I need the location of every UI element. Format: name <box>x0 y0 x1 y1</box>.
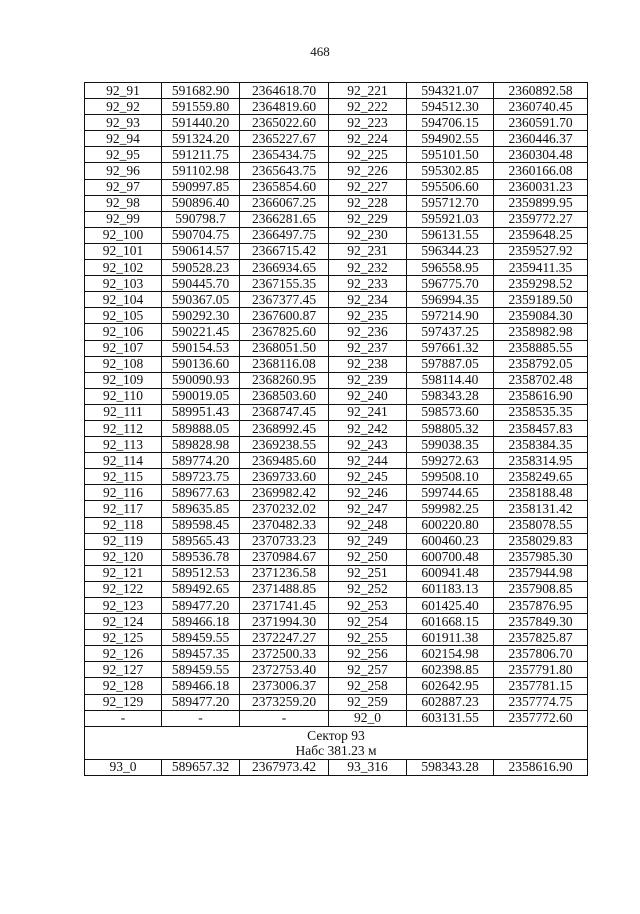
point-id-cell: 92_100 <box>85 227 162 243</box>
point-id-cell: 92_118 <box>85 517 162 533</box>
y-coord-cell: 2373259.20 <box>240 694 329 710</box>
y-coord-cell: 2372753.40 <box>240 662 329 678</box>
point-id-cell: 92_252 <box>329 581 407 597</box>
point-id-cell: 92_254 <box>329 614 407 630</box>
x-coord-cell: 599508.10 <box>407 469 494 485</box>
point-id-cell: 92_93 <box>85 115 162 131</box>
x-coord-cell: 600220.80 <box>407 517 494 533</box>
x-coord-cell: 589635.85 <box>162 501 240 517</box>
table-row <box>85 517 588 533</box>
x-coord-cell: 599744.65 <box>407 485 494 501</box>
x-coord-cell: 599272.63 <box>407 453 494 469</box>
table-row <box>85 260 588 276</box>
x-coord-cell: 589466.18 <box>162 614 240 630</box>
y-coord-cell: 2366067.25 <box>240 195 329 211</box>
x-coord-cell: 596344.23 <box>407 243 494 259</box>
y-coord-cell: 2368747.45 <box>240 404 329 420</box>
y-coord-cell: 2360591.70 <box>494 115 588 131</box>
y-coord-cell: 2369485.60 <box>240 453 329 469</box>
y-coord-cell: 2359411.35 <box>494 260 588 276</box>
x-coord-cell: 589512.53 <box>162 565 240 581</box>
x-coord-cell: 589459.55 <box>162 630 240 646</box>
y-coord-cell: 2358702.48 <box>494 372 588 388</box>
y-coord-cell: 2357791.80 <box>494 662 588 678</box>
x-coord-cell: 601668.15 <box>407 614 494 630</box>
x-coord-cell: 597887.05 <box>407 356 494 372</box>
point-id-cell: 92_240 <box>329 388 407 404</box>
x-coord-cell: 589598.45 <box>162 517 240 533</box>
y-coord-cell: 2371488.85 <box>240 581 329 597</box>
table-row <box>85 565 588 581</box>
point-id-cell: 92_234 <box>329 292 407 308</box>
x-coord-cell: 589492.65 <box>162 581 240 597</box>
point-id-cell: 92_228 <box>329 195 407 211</box>
table-row <box>85 356 588 372</box>
point-id-cell: 92_238 <box>329 356 407 372</box>
y-coord-cell: 2367973.42 <box>240 759 329 775</box>
point-id-cell: 92_246 <box>329 485 407 501</box>
y-coord-cell: 2357849.30 <box>494 614 588 630</box>
y-coord-cell: 2359298.52 <box>494 276 588 292</box>
x-coord-cell: 589477.20 <box>162 694 240 710</box>
y-coord-cell: 2365022.60 <box>240 115 329 131</box>
point-id-cell: - <box>85 710 162 726</box>
point-id-cell: 92_126 <box>85 646 162 662</box>
point-id-cell: 92_227 <box>329 179 407 195</box>
table-row <box>85 388 588 404</box>
point-id-cell: 92_123 <box>85 598 162 614</box>
point-id-cell: 92_111 <box>85 404 162 420</box>
table-row <box>85 646 588 662</box>
page-number: 468 <box>310 44 330 59</box>
y-coord-cell: 2368260.95 <box>240 372 329 388</box>
table-row <box>85 179 588 195</box>
y-coord-cell: 2358535.35 <box>494 404 588 420</box>
x-coord-cell: 595302.85 <box>407 163 494 179</box>
sector-title: Сектор 93 <box>307 727 365 743</box>
point-id-cell: 92_225 <box>329 147 407 163</box>
table-row <box>85 243 588 259</box>
table-row <box>85 630 588 646</box>
x-coord-cell: 590798.7 <box>162 211 240 227</box>
y-coord-cell: 2358616.90 <box>494 388 588 404</box>
coordinates-table-body <box>85 83 588 727</box>
x-coord-cell: 590136.60 <box>162 356 240 372</box>
y-coord-cell: 2357806.70 <box>494 646 588 662</box>
y-coord-cell: 2357774.75 <box>494 694 588 710</box>
point-id-cell: 92_114 <box>85 453 162 469</box>
point-id-cell: 92_258 <box>329 678 407 694</box>
y-coord-cell: 2358078.55 <box>494 517 588 533</box>
point-id-cell: 92_116 <box>85 485 162 501</box>
table-row <box>85 324 588 340</box>
y-coord-cell: 2358384.35 <box>494 437 588 453</box>
x-coord-cell: 589723.75 <box>162 469 240 485</box>
x-coord-cell: 589477.20 <box>162 598 240 614</box>
x-coord-cell: 594321.07 <box>407 83 494 99</box>
point-id-cell: 92_242 <box>329 420 407 436</box>
point-id-cell: 92_245 <box>329 469 407 485</box>
point-id-cell: 92_128 <box>85 678 162 694</box>
y-coord-cell: 2359648.25 <box>494 227 588 243</box>
table-row <box>85 501 588 517</box>
x-coord-cell: 589951.43 <box>162 404 240 420</box>
x-coord-cell: 589466.18 <box>162 678 240 694</box>
y-coord-cell: 2371236.58 <box>240 565 329 581</box>
table-row <box>85 195 588 211</box>
point-id-cell: 92_224 <box>329 131 407 147</box>
x-coord-cell: 589457.35 <box>162 646 240 662</box>
x-coord-cell: 590292.30 <box>162 308 240 324</box>
table-row <box>85 227 588 243</box>
point-id-cell: 92_0 <box>329 710 407 726</box>
point-id-cell: 93_0 <box>85 759 162 775</box>
table-row <box>85 83 588 99</box>
table-row <box>85 469 588 485</box>
table-row <box>85 581 588 597</box>
x-coord-cell: 590090.93 <box>162 372 240 388</box>
y-coord-cell: 2358457.83 <box>494 420 588 436</box>
y-coord-cell: 2365854.60 <box>240 179 329 195</box>
y-coord-cell: 2364819.60 <box>240 99 329 115</box>
point-id-cell: 92_117 <box>85 501 162 517</box>
x-coord-cell: 594902.55 <box>407 131 494 147</box>
y-coord-cell: 2357944.98 <box>494 565 588 581</box>
x-coord-cell: 591102.98 <box>162 163 240 179</box>
point-id-cell: 92_106 <box>85 324 162 340</box>
x-coord-cell: - <box>162 710 240 726</box>
table-row <box>85 614 588 630</box>
point-id-cell: 92_113 <box>85 437 162 453</box>
table-row <box>85 678 588 694</box>
point-id-cell: 93_316 <box>329 759 407 775</box>
y-coord-cell: 2358029.83 <box>494 533 588 549</box>
point-id-cell: 92_120 <box>85 549 162 565</box>
table-row <box>85 437 588 453</box>
table-row <box>85 694 588 710</box>
point-id-cell: 92_239 <box>329 372 407 388</box>
point-id-cell: 92_92 <box>85 99 162 115</box>
point-id-cell: 92_235 <box>329 308 407 324</box>
point-id-cell: 92_244 <box>329 453 407 469</box>
point-id-cell: 92_251 <box>329 565 407 581</box>
point-id-cell: 92_119 <box>85 533 162 549</box>
x-coord-cell: 590704.75 <box>162 227 240 243</box>
x-coord-cell: 589459.55 <box>162 662 240 678</box>
point-id-cell: 92_257 <box>329 662 407 678</box>
point-id-cell: 92_122 <box>85 581 162 597</box>
y-coord-cell: 2359899.95 <box>494 195 588 211</box>
x-coord-cell: 600941.48 <box>407 565 494 581</box>
y-coord-cell: 2367155.35 <box>240 276 329 292</box>
point-id-cell: 92_125 <box>85 630 162 646</box>
y-coord-cell: 2368116.08 <box>240 356 329 372</box>
x-coord-cell: 590614.57 <box>162 243 240 259</box>
point-id-cell: 92_95 <box>85 147 162 163</box>
y-coord-cell: 2370984.67 <box>240 549 329 565</box>
x-coord-cell: 589677.63 <box>162 485 240 501</box>
table-row <box>85 340 588 356</box>
x-coord-cell: 596994.35 <box>407 292 494 308</box>
table-row <box>85 404 588 420</box>
sector-row <box>85 726 588 759</box>
point-id-cell: 92_109 <box>85 372 162 388</box>
y-coord-cell: 2360031.23 <box>494 179 588 195</box>
table-row <box>85 211 588 227</box>
x-coord-cell: 598114.40 <box>407 372 494 388</box>
y-coord-cell: 2369982.42 <box>240 485 329 501</box>
sector-height-label: Набс 381.23 м <box>295 742 377 758</box>
table-row <box>85 115 588 131</box>
y-coord-cell: 2357825.87 <box>494 630 588 646</box>
table-row <box>85 453 588 469</box>
table-row <box>85 292 588 308</box>
y-coord-cell: 2367825.60 <box>240 324 329 340</box>
y-coord-cell: 2359527.92 <box>494 243 588 259</box>
y-coord-cell: 2368051.50 <box>240 340 329 356</box>
x-coord-cell: 595921.03 <box>407 211 494 227</box>
y-coord-cell: 2367377.45 <box>240 292 329 308</box>
x-coord-cell: 589888.05 <box>162 420 240 436</box>
y-coord-cell: 2358131.42 <box>494 501 588 517</box>
x-coord-cell: 594706.15 <box>407 115 494 131</box>
point-id-cell: 92_230 <box>329 227 407 243</box>
point-id-cell: 92_232 <box>329 260 407 276</box>
x-coord-cell: 590997.85 <box>162 179 240 195</box>
point-id-cell: 92_229 <box>329 211 407 227</box>
point-id-cell: 92_115 <box>85 469 162 485</box>
y-coord-cell: 2358982.98 <box>494 324 588 340</box>
x-coord-cell: 595506.60 <box>407 179 494 195</box>
y-coord-cell: 2369733.60 <box>240 469 329 485</box>
y-coord-cell: 2358249.65 <box>494 469 588 485</box>
table-row <box>85 308 588 324</box>
x-coord-cell: 591682.90 <box>162 83 240 99</box>
y-coord-cell: 2366715.42 <box>240 243 329 259</box>
y-coord-cell: 2360304.48 <box>494 147 588 163</box>
x-coord-cell: 589536.78 <box>162 549 240 565</box>
y-coord-cell: 2358188.48 <box>494 485 588 501</box>
point-id-cell: 92_249 <box>329 533 407 549</box>
y-coord-cell: 2357876.95 <box>494 598 588 614</box>
y-coord-cell: 2366281.65 <box>240 211 329 227</box>
point-id-cell: 92_124 <box>85 614 162 630</box>
y-coord-cell: 2370733.23 <box>240 533 329 549</box>
y-coord-cell: 2365227.67 <box>240 131 329 147</box>
point-id-cell: 92_112 <box>85 420 162 436</box>
table-row <box>85 276 588 292</box>
table-row <box>85 533 588 549</box>
point-id-cell: 92_129 <box>85 694 162 710</box>
point-id-cell: 92_237 <box>329 340 407 356</box>
y-coord-cell: 2365643.75 <box>240 163 329 179</box>
x-coord-cell: 589565.43 <box>162 533 240 549</box>
point-id-cell: 92_233 <box>329 276 407 292</box>
x-coord-cell: 591559.80 <box>162 99 240 115</box>
x-coord-cell: 600700.48 <box>407 549 494 565</box>
point-id-cell: 92_255 <box>329 630 407 646</box>
y-coord-cell: 2359772.27 <box>494 211 588 227</box>
y-coord-cell: 2370232.02 <box>240 501 329 517</box>
x-coord-cell: 599982.25 <box>407 501 494 517</box>
y-coord-cell: 2357781.15 <box>494 678 588 694</box>
y-coord-cell: 2366934.65 <box>240 260 329 276</box>
x-coord-cell: 598573.60 <box>407 404 494 420</box>
y-coord-cell: 2367600.87 <box>240 308 329 324</box>
point-id-cell: 92_127 <box>85 662 162 678</box>
table-row <box>85 598 588 614</box>
x-coord-cell: 594512.30 <box>407 99 494 115</box>
x-coord-cell: 589657.32 <box>162 759 240 775</box>
y-coord-cell: 2369238.55 <box>240 437 329 453</box>
x-coord-cell: 602154.98 <box>407 646 494 662</box>
x-coord-cell: 600460.23 <box>407 533 494 549</box>
x-coord-cell: 590154.53 <box>162 340 240 356</box>
x-coord-cell: 591440.20 <box>162 115 240 131</box>
x-coord-cell: 602398.85 <box>407 662 494 678</box>
y-coord-cell: 2371741.45 <box>240 598 329 614</box>
point-id-cell: 92_222 <box>329 99 407 115</box>
x-coord-cell: 602887.23 <box>407 694 494 710</box>
point-id-cell: 92_248 <box>329 517 407 533</box>
point-id-cell: 92_104 <box>85 292 162 308</box>
y-coord-cell: 2368992.45 <box>240 420 329 436</box>
point-id-cell: 92_108 <box>85 356 162 372</box>
table-row <box>85 131 588 147</box>
table-row <box>85 147 588 163</box>
point-id-cell: 92_97 <box>85 179 162 195</box>
point-id-cell: 92_253 <box>329 598 407 614</box>
point-id-cell: 92_256 <box>329 646 407 662</box>
x-coord-cell: 590528.23 <box>162 260 240 276</box>
x-coord-cell: 596775.70 <box>407 276 494 292</box>
y-coord-cell: 2360892.58 <box>494 83 588 99</box>
point-id-cell: 92_247 <box>329 501 407 517</box>
table-row <box>85 163 588 179</box>
y-coord-cell: 2357772.60 <box>494 710 588 726</box>
sector-cell <box>85 726 588 759</box>
table-row <box>85 759 588 775</box>
point-id-cell: 92_102 <box>85 260 162 276</box>
table-row <box>85 662 588 678</box>
x-coord-cell: 597437.25 <box>407 324 494 340</box>
point-id-cell: 92_94 <box>85 131 162 147</box>
point-id-cell: 92_91 <box>85 83 162 99</box>
point-id-cell: 92_110 <box>85 388 162 404</box>
x-coord-cell: 590367.05 <box>162 292 240 308</box>
x-coord-cell: 596131.55 <box>407 227 494 243</box>
x-coord-cell: 591211.75 <box>162 147 240 163</box>
point-id-cell: 92_98 <box>85 195 162 211</box>
x-coord-cell: 590445.70 <box>162 276 240 292</box>
y-coord-cell: 2359189.50 <box>494 292 588 308</box>
y-coord-cell: 2357985.30 <box>494 549 588 565</box>
point-id-cell: 92_226 <box>329 163 407 179</box>
x-coord-cell: 603131.55 <box>407 710 494 726</box>
point-id-cell: 92_241 <box>329 404 407 420</box>
y-coord-cell: 2364618.70 <box>240 83 329 99</box>
x-coord-cell: 598805.32 <box>407 420 494 436</box>
x-coord-cell: 598343.28 <box>407 759 494 775</box>
x-coord-cell: 597661.32 <box>407 340 494 356</box>
point-id-cell: 92_107 <box>85 340 162 356</box>
y-coord-cell: 2358792.05 <box>494 356 588 372</box>
y-coord-cell: 2360166.08 <box>494 163 588 179</box>
x-coord-cell: 590896.40 <box>162 195 240 211</box>
y-coord-cell: 2360740.45 <box>494 99 588 115</box>
point-id-cell: 92_121 <box>85 565 162 581</box>
y-coord-cell: 2358616.90 <box>494 759 588 775</box>
point-id-cell: 92_103 <box>85 276 162 292</box>
x-coord-cell: 597214.90 <box>407 308 494 324</box>
point-id-cell: 92_250 <box>329 549 407 565</box>
x-coord-cell: 601425.40 <box>407 598 494 614</box>
table-row <box>85 372 588 388</box>
x-coord-cell: 602642.95 <box>407 678 494 694</box>
point-id-cell: 92_96 <box>85 163 162 179</box>
x-coord-cell: 591324.20 <box>162 131 240 147</box>
x-coord-cell: 589774.20 <box>162 453 240 469</box>
point-id-cell: 92_223 <box>329 115 407 131</box>
y-coord-cell: 2358885.55 <box>494 340 588 356</box>
y-coord-cell: 2357908.85 <box>494 581 588 597</box>
x-coord-cell: 590019.05 <box>162 388 240 404</box>
table-row <box>85 420 588 436</box>
y-coord-cell: 2370482.33 <box>240 517 329 533</box>
table-row <box>85 99 588 115</box>
x-coord-cell: 595712.70 <box>407 195 494 211</box>
y-coord-cell: 2359084.30 <box>494 308 588 324</box>
y-coord-cell: 2371994.30 <box>240 614 329 630</box>
x-coord-cell: 599038.35 <box>407 437 494 453</box>
x-coord-cell: 596558.95 <box>407 260 494 276</box>
y-coord-cell: 2366497.75 <box>240 227 329 243</box>
sector-block <box>85 726 588 775</box>
y-coord-cell: 2368503.60 <box>240 388 329 404</box>
point-id-cell: 92_236 <box>329 324 407 340</box>
y-coord-cell: 2360446.37 <box>494 131 588 147</box>
point-id-cell: 92_101 <box>85 243 162 259</box>
x-coord-cell: 601183.13 <box>407 581 494 597</box>
point-id-cell: 92_99 <box>85 211 162 227</box>
table-row <box>85 485 588 501</box>
x-coord-cell: 589828.98 <box>162 437 240 453</box>
table-row <box>85 549 588 565</box>
table-row <box>85 710 588 726</box>
y-coord-cell: 2372247.27 <box>240 630 329 646</box>
x-coord-cell: 590221.45 <box>162 324 240 340</box>
x-coord-cell: 598343.28 <box>407 388 494 404</box>
coordinates-table <box>84 82 588 776</box>
x-coord-cell: 595101.50 <box>407 147 494 163</box>
y-coord-cell: 2373006.37 <box>240 678 329 694</box>
point-id-cell: 92_231 <box>329 243 407 259</box>
point-id-cell: 92_243 <box>329 437 407 453</box>
y-coord-cell: 2372500.33 <box>240 646 329 662</box>
y-coord-cell: 2365434.75 <box>240 147 329 163</box>
x-coord-cell: 601911.38 <box>407 630 494 646</box>
point-id-cell: 92_259 <box>329 694 407 710</box>
y-coord-cell: - <box>240 710 329 726</box>
point-id-cell: 92_105 <box>85 308 162 324</box>
y-coord-cell: 2358314.95 <box>494 453 588 469</box>
point-id-cell: 92_221 <box>329 83 407 99</box>
